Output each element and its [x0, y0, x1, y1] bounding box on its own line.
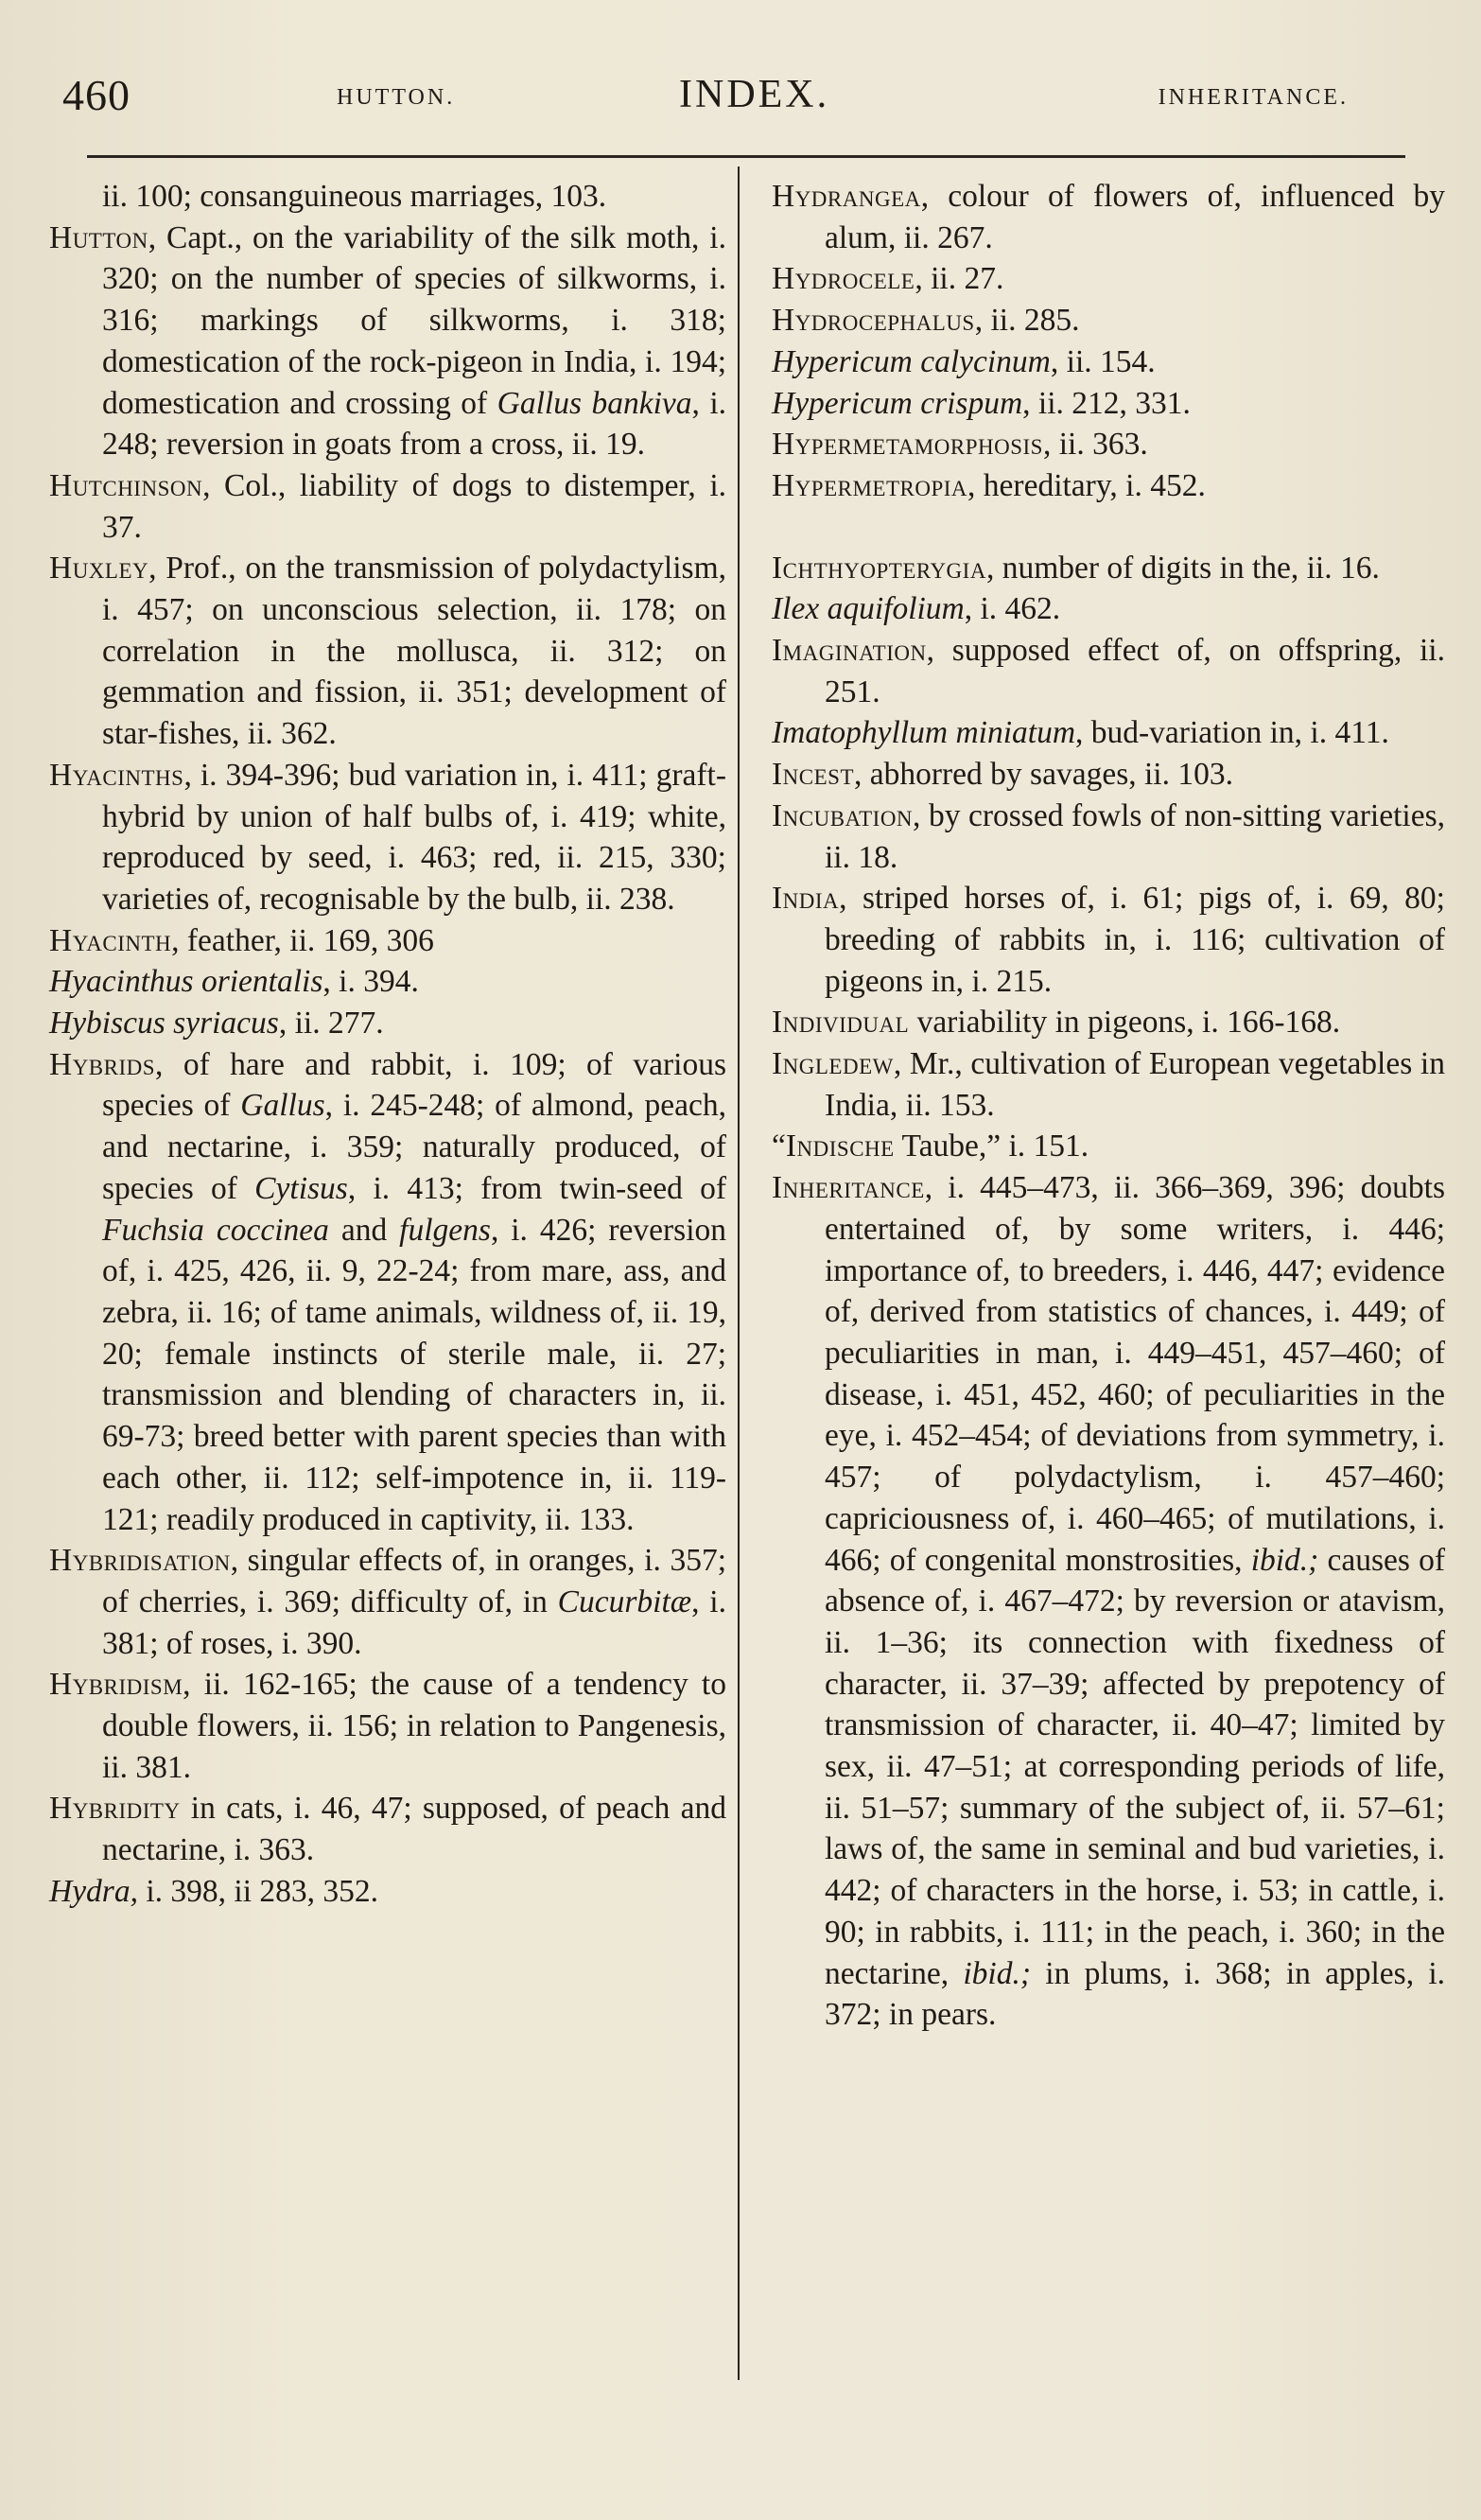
index-entry — [772, 754, 1445, 796]
index-entry — [772, 588, 1445, 630]
entry-headword: Huxley — [49, 551, 149, 586]
entry-headword: Indische — [785, 1129, 895, 1164]
index-entry — [772, 465, 1445, 507]
entry-text: , Mr., cultivation of European vegetables in India, ii. 153. — [825, 1046, 1445, 1123]
index-entry — [49, 1664, 726, 1788]
entry-text: , i. 245-248; of almond, peach, and nectarine, i. 359; naturally produced, of species of — [102, 1088, 726, 1206]
index-entry — [49, 920, 726, 962]
entry-headword: Incubation — [772, 797, 914, 833]
entry-text: , i. 381; of roses, i. 390. — [102, 1584, 726, 1661]
index-entry — [772, 712, 1445, 754]
entry-text: , ii. 154. — [1050, 343, 1156, 379]
index-column-right — [772, 176, 1445, 2036]
entry-headword: Hyacinths — [49, 757, 184, 793]
entry-text: Taube,” i. 151. — [894, 1129, 1089, 1164]
index-entry — [772, 878, 1445, 1002]
entry-headword: Hybridity — [49, 1791, 181, 1827]
entry-text: , number of digits in the, ii. 16. — [985, 550, 1380, 586]
entry-text: , feather, ii. 169, 306 — [171, 922, 434, 958]
entry-text: , ii. 162-165; the cause of a tendency to double flowers, ii. 156; in relation to Pangenesis, ii. 381. — [102, 1667, 726, 1785]
entry-text: , Col., liability of dogs to distemper, i. 37. — [102, 467, 726, 545]
entry-text: , striped horses of, i. 61; pigs of, i. 69, 80; breeding of rabbits in, i. 116; cultivation of pigeons in, i. 215. — [825, 881, 1445, 999]
index-entry — [772, 176, 1445, 258]
entry-headword: Incest — [772, 757, 854, 793]
entry-italic-text: Hyacinthus orientalis — [49, 964, 323, 1000]
entry-text: , singular effects of, in oranges, i. 357; of cherries, i. 369; difficulty of, in — [102, 1543, 726, 1619]
index-entry — [772, 383, 1445, 425]
entry-italic-text: fulgens — [399, 1212, 491, 1248]
entry-text: , of hare and rabbit, i. 109; of various species of — [102, 1046, 726, 1124]
entry-text: , by crossed fowls of non-sitting varieties, ii. 18. — [825, 797, 1445, 875]
entry-headword: Hutton — [49, 219, 148, 255]
entry-text: in cats, i. 46, 47; supposed, of peach and nectarine, i. 363. — [102, 1791, 726, 1868]
entry-italic-text: Hypericum calycinum — [772, 343, 1051, 379]
entry-text: , colour of flowers of, influenced by alum, ii. 267. — [825, 179, 1445, 255]
entry-headword: Hydrangea — [772, 179, 921, 214]
entry-italic-text: Imatophyllum miniatum — [772, 715, 1076, 751]
index-entry — [772, 341, 1445, 383]
index-entry — [49, 218, 726, 465]
entry-text: , hereditary, i. 452. — [967, 467, 1206, 503]
index-entry — [772, 1043, 1445, 1126]
entry-text: variability in pigeons, i. 166-168. — [909, 1005, 1341, 1041]
entry-headword: Hydrocele — [772, 261, 915, 297]
entry-text: “ — [772, 1129, 786, 1164]
entry-italic-text: Gallus bankiva — [497, 385, 692, 421]
entry-headword: Ingledew — [772, 1046, 894, 1082]
entry-italic-text: Hybiscus syriacus — [49, 1006, 279, 1041]
entry-headword: India — [772, 881, 840, 917]
entry-italic-text: ibid.; — [1250, 1542, 1319, 1578]
entry-text: , ii. 285. — [974, 303, 1080, 339]
entry-text: , ii. 27. — [915, 261, 1004, 297]
index-entry — [49, 465, 726, 548]
index-entry — [772, 1002, 1445, 1043]
entry-headword: Hydrocephalus — [772, 303, 975, 339]
index-entry — [49, 1871, 726, 1913]
header-rule — [87, 155, 1405, 158]
entry-headword: Imagination — [772, 633, 927, 669]
entry-text: , i. 394. — [322, 964, 419, 1000]
entry-text: , i. 462. — [964, 591, 1061, 627]
index-entry — [772, 796, 1445, 878]
entry-headword: Hybridisation — [49, 1543, 231, 1579]
running-head-first-entry: HUTTON. — [337, 85, 456, 110]
entry-italic-text: Hypericum crispum — [772, 385, 1023, 421]
index-entry — [49, 548, 726, 755]
entry-headword: Hybridism — [49, 1667, 183, 1703]
index-entry — [49, 1540, 726, 1664]
entry-text: , Prof., on the transmission of polydactylism, i. 457; on unconscious selection, ii. 178; on correlation in the mollusca, ii. 312; on gemmation and fission, ii. 351; development of star-fishes, ii. 362. — [102, 551, 726, 752]
index-entry — [772, 1126, 1445, 1167]
entry-headword: Hyacinth — [49, 922, 172, 958]
page-number: 460 — [62, 71, 131, 119]
entry-text: , supposed effect of, on offspring, ii. 251. — [825, 633, 1445, 709]
index-entry — [772, 548, 1445, 589]
entry-italic-text: Fuchsia coccinea — [102, 1212, 329, 1248]
entry-text: , i. 248; reversion in goats from a cross, ii. 19. — [102, 385, 727, 463]
entry-text: , i. 426; reversion of, i. 425, 426, ii. 9, 22-24; from mare, ass, and zebra, ii. 16; of tame animals, wildness of, ii. 19, 20; female instincts of sterile male, ii. 27; transmission and blending of characters in, ii. 69-73; breed better with parent species than with each other, ii. 112; self-impotence in, ii. 119-121; readily produced in captivity, ii. 133. — [102, 1212, 727, 1537]
column-divider — [738, 166, 740, 2380]
entry-headword: Hutchinson — [49, 467, 203, 503]
entry-text: , ii. 212, 331. — [1022, 385, 1191, 421]
entry-headword: Hybrids — [49, 1046, 156, 1082]
index-entry — [49, 961, 726, 1003]
index-entry — [49, 755, 726, 920]
running-head-title: INDEX. — [679, 73, 830, 116]
entry-text: and — [328, 1212, 400, 1248]
entry-italic-text: Gallus — [240, 1088, 325, 1124]
running-head-last-entry: INHERITANCE. — [1158, 85, 1349, 110]
page-header — [62, 64, 1415, 131]
index-column-left — [49, 176, 726, 1913]
entry-text: , ii. 277. — [278, 1006, 384, 1041]
entry-text: , abhorred by savages, ii. 103. — [854, 757, 1233, 793]
entry-italic-text: ibid.; — [963, 1955, 1032, 1991]
entry-text: , Capt., on the variability of the silk moth, i. 320; on the number of species of silkworms, i. 316; markings of silkworms, i. 318; domestication of the rock-pigeon in India, i. 194; domestication and crossing of — [102, 219, 726, 421]
entry-italic-text: Cucurbitæ — [557, 1584, 692, 1619]
entry-text: ii. 100; consanguineous marriages, 103. — [102, 179, 607, 214]
entry-italic-text: Hydra, — [49, 1873, 138, 1909]
entry-text: , bud-variation in, i. 411. — [1075, 715, 1389, 751]
index-entry — [49, 176, 726, 218]
entry-text: , i. 394-396; bud variation in, i. 411; graft-hybrid by union of half bulbs of, i. 419; white, reproduced by seed, i. 463; red, ii. 215, 330; varieties of, recognisable by the bulb, ii. 238. — [102, 757, 726, 917]
entry-text: i. 398, ii 283, 352. — [137, 1873, 379, 1909]
entry-text: causes of absence of, i. 467–472; by reversion or atavism, ii. 1–36; its connection with fixedness of character, ii. 37–39; affected by prepotency of transmission of character, ii. 40–47; limited by sex, ii. 47–51; at corresponding periods of life, ii. 51–57; summary of the subject of, ii. 57–61; laws of, the same in seminal and bud varieties, i. 442; of characters in the horse, i. 53; in cattle, i. 90; in rabbits, i. 111; in the peach, i. 360; in the nectarine, — [825, 1542, 1445, 1991]
entry-headword: Hypermetamorphosis — [772, 427, 1043, 463]
index-entry — [772, 1167, 1445, 2036]
index-entry — [772, 300, 1445, 341]
index-entry — [49, 1044, 726, 1540]
index-entry — [49, 1788, 726, 1870]
entry-italic-text: Cytisus — [254, 1170, 348, 1206]
entry-text: , i. 413; from twin-seed of — [347, 1170, 726, 1206]
entry-headword: Hypermetropia — [772, 467, 968, 503]
entry-text: in plums, i. 368; in apples, i. 372; in pears. — [825, 1955, 1445, 2033]
entry-headword: Inheritance — [772, 1170, 925, 1206]
index-entry — [49, 1003, 726, 1044]
index-entry — [772, 630, 1445, 712]
index-entry — [772, 258, 1445, 300]
entry-headword: Ichthyopterygia — [772, 550, 986, 586]
entry-headword: Individual — [772, 1005, 910, 1041]
entry-text: , i. 445–473, ii. 366–369, 396; doubts entertained of, by some writers, i. 446; importance of, to breeders, i. 446, 447; evidence of, derived from statistics of chances, i. 449; of peculiarities in man, i. 449–451, 457–460; of disease, i. 451, 452, 460; of peculiarities in the eye, i. 452–454; of deviations from symmetry, i. 457; of polydactylism, i. 457–460; capriciousness of, i. 460–465; of mutilations, i. 466; of congenital monstrosities, — [825, 1170, 1445, 1578]
index-entry — [772, 424, 1445, 465]
entry-text: , ii. 363. — [1042, 427, 1148, 463]
entry-italic-text: Ilex aquifolium — [772, 591, 965, 627]
